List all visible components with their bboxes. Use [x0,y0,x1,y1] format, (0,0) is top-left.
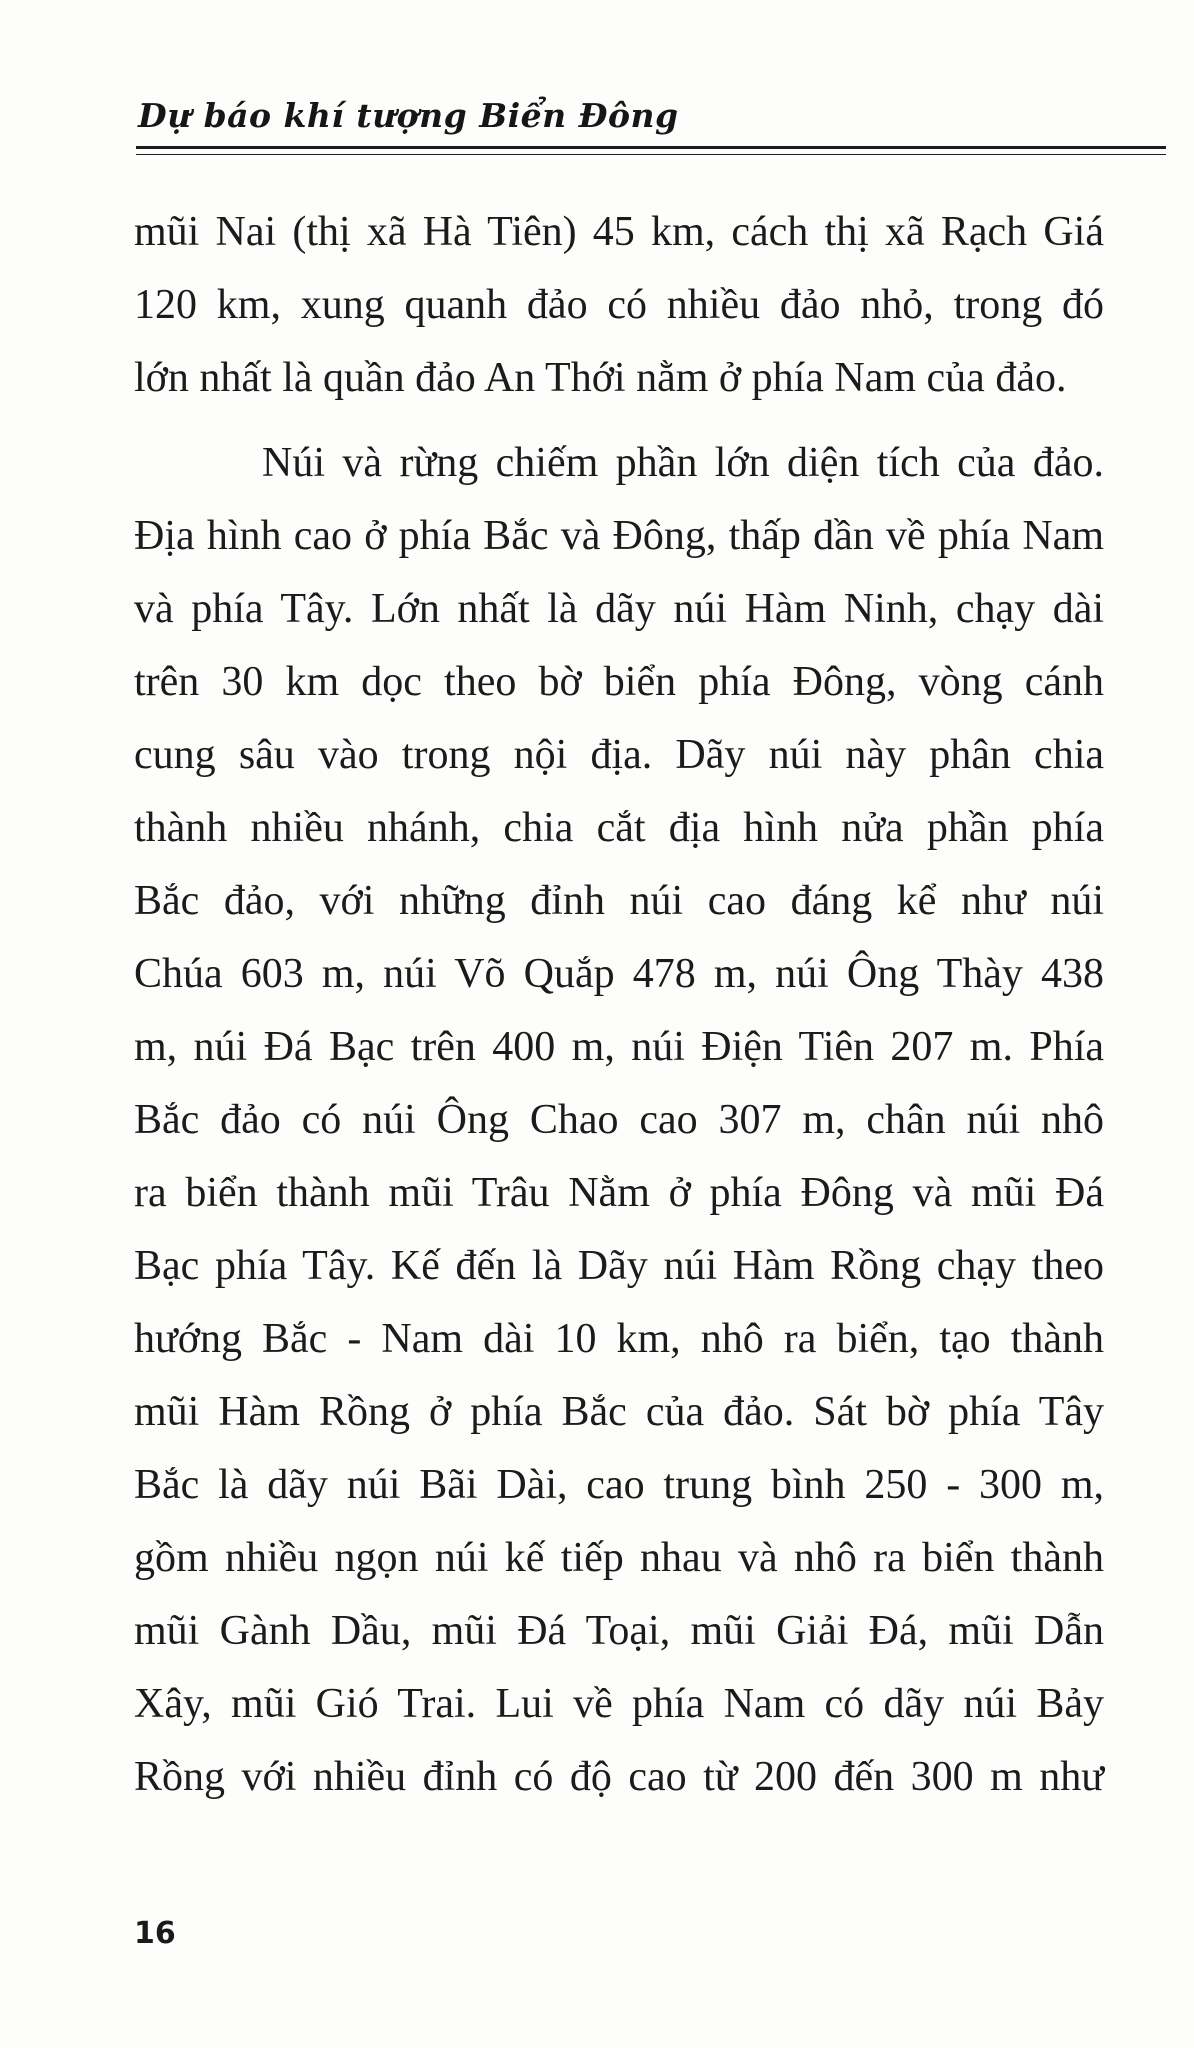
page-number: 16 [134,1916,176,1951]
running-header: Dự báo khí tượng Biển Đông [138,96,679,135]
text-line: gồm nhiều ngọn núi kế tiếp nhau và nhô ra biển thành [134,1535,1104,1581]
body-text [134,196,1104,1814]
text-line: trên 30 km dọc theo bờ biển phía Đông, vòng cánh [134,659,1104,705]
text-line: Núi và rừng chiếm phần lớn diện tích của đảo. [262,440,1104,486]
text-line: cung sâu vào trong nội địa. Dãy núi này phân chia [134,732,1104,778]
text-line: và phía Tây. Lớn nhất là dãy núi Hàm Ninh, chạy dài [134,586,1104,632]
text-line: Địa hình cao ở phía Bắc và Đông, thấp dần về phía Nam [134,513,1104,559]
text-line: Bạc phía Tây. Kế đến là Dãy núi Hàm Rồng chạy theo [134,1243,1104,1289]
text-line: lớn nhất là quần đảo An Thới nằm ở phía Nam của đảo. [134,355,1067,401]
text-line: Bắc là dãy núi Bãi Dài, cao trung bình 250 - 300 m, [134,1462,1104,1508]
text-line: Rồng với nhiều đỉnh có độ cao từ 200 đến 300 m như [134,1754,1104,1800]
text-line: mũi Nai (thị xã Hà Tiên) 45 km, cách thị xã Rạch Giá [134,209,1104,255]
text-line: Xây, mũi Gió Trai. Lui về phía Nam có dãy núi Bảy [134,1681,1104,1727]
paragraph-gap [134,415,1104,427]
text-line: ra biển thành mũi Trâu Nằm ở phía Đông và mũi Đá [134,1170,1104,1216]
text-line: m, núi Đá Bạc trên 400 m, núi Điện Tiên 207 m. Phía [134,1024,1104,1070]
text-line: mũi Gành Dầu, mũi Đá Toại, mũi Giải Đá, mũi Dẫn [134,1608,1104,1654]
text-line: Bắc đảo có núi Ông Chao cao 307 m, chân núi nhô [134,1097,1104,1143]
paragraph [134,427,1104,1814]
text-line: Chúa 603 m, núi Võ Quắp 478 m, núi Ông Thày 438 [134,951,1104,997]
text-line: thành nhiều nhánh, chia cắt địa hình nửa phần phía [134,805,1104,851]
text-line: mũi Hàm Rồng ở phía Bắc của đảo. Sát bờ phía Tây [134,1389,1104,1435]
header-rule-thick [136,146,1166,149]
text-line: Bắc đảo, với những đỉnh núi cao đáng kể như núi [134,878,1104,924]
header-rule-thin [136,154,1166,155]
paragraph [134,196,1104,415]
text-line: hướng Bắc - Nam dài 10 km, nhô ra biển, tạo thành [134,1316,1104,1362]
text-line: 120 km, xung quanh đảo có nhiều đảo nhỏ, trong đó [134,282,1104,328]
